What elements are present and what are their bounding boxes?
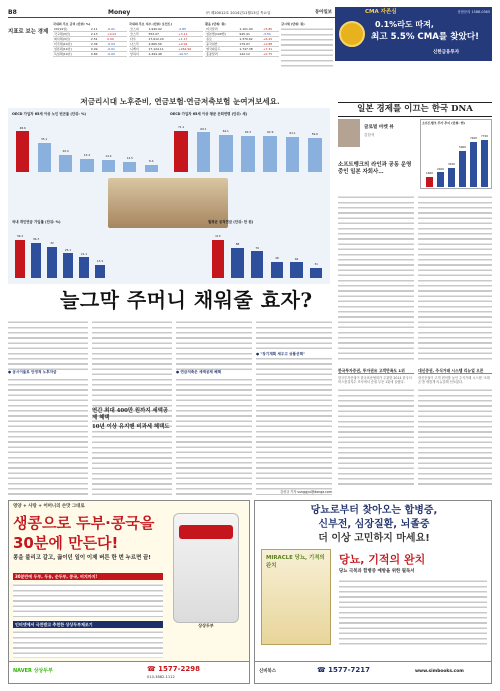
ad-right-phone: ☎ 1577-7217 bbox=[317, 666, 371, 674]
date-line: ㈜ 제20012호 2014년11월13일 목요일 bbox=[206, 11, 271, 15]
chart-value-label: 61.1 bbox=[289, 131, 296, 136]
indicator-cell: 2.11 bbox=[90, 27, 106, 32]
byline: 김성규 기자 sunggyu@donga.com bbox=[256, 490, 332, 494]
ad-left-phone: ☎ 1577-2298 bbox=[147, 665, 201, 673]
chart-bar bbox=[426, 177, 433, 187]
company-logo: 신한금융투자 bbox=[433, 50, 460, 55]
chart-bar bbox=[481, 140, 488, 187]
chart-public-pension-title: 월평균 공적연금 (단위: 만 원) bbox=[208, 220, 254, 224]
chart-bar bbox=[197, 132, 211, 172]
brief-1-body: 한국투자증권이 한국표준협회가 주관한 2014 한국서비스품질지수 조사에서 증권 부문 1위에 올랐다. bbox=[338, 376, 412, 385]
chart-bar bbox=[271, 262, 283, 278]
indicator-cell: +0.01 bbox=[106, 32, 127, 37]
column-quote: 소프트뱅크의 라인과 공동 운영 중인 일본 자회사… bbox=[338, 162, 412, 176]
indicator-cell: 2,494.48 bbox=[147, 52, 177, 57]
charts-area bbox=[8, 108, 330, 284]
brief-2-title: 대신증권, 주식거래 시스템 리뉴얼 오픈 bbox=[418, 368, 492, 374]
banner-line2: 최고 5.5% CMA를 찾았다! bbox=[371, 32, 480, 42]
indicator-cell: 2.13 bbox=[90, 32, 106, 37]
indicator-cell: 945.41 bbox=[238, 32, 262, 37]
indicator-cell: -3.54 bbox=[262, 32, 279, 37]
chart-poverty bbox=[12, 112, 162, 174]
chart-bar bbox=[470, 142, 477, 187]
chart-value-label: 46 bbox=[294, 256, 299, 261]
indicator-cell: 0.84 bbox=[90, 52, 106, 57]
chart-value-label: 3100 bbox=[447, 162, 456, 167]
indicator-cell: 179.97 bbox=[238, 42, 262, 47]
indicator-cell: +5.80 bbox=[262, 27, 279, 32]
chart-bar bbox=[308, 138, 322, 172]
indicator-cell: 나스닥 bbox=[129, 42, 147, 47]
ad-right-footer bbox=[255, 661, 491, 683]
chart-value-label: 71.1 bbox=[178, 125, 185, 130]
article-col-3 bbox=[176, 320, 252, 496]
sub-headline-1: 연간 최대 400만 원까지 세액공제 혜택 bbox=[92, 408, 169, 421]
fx-title: 환율 (단위: 원) bbox=[205, 22, 226, 26]
chart-value-label: 15.4 bbox=[83, 153, 91, 158]
chart-pension-rate-bars bbox=[12, 228, 108, 278]
ad-right-product: 당뇨, 기적의 완치 bbox=[339, 553, 426, 566]
indicator-cell: 회사채(3년) bbox=[53, 37, 90, 42]
subhead-boxes-3 bbox=[256, 352, 332, 357]
indicator-cell: 미국달러 bbox=[205, 27, 238, 32]
chart-bar bbox=[59, 155, 72, 172]
indicator-cell: +1.17 bbox=[177, 37, 203, 42]
ad-right-publisher: 신비북스 bbox=[259, 669, 276, 674]
chart-bar bbox=[47, 247, 57, 278]
chart-value-label: 13.4 bbox=[96, 259, 104, 264]
ad-left-sub: 콩을 불리고 갈고, 끓이던 일이 이제 버튼 한 번 누르면 끝! bbox=[13, 555, 151, 561]
indicators-title: 지표로 보는 경제 bbox=[8, 29, 49, 35]
chart-bar bbox=[310, 268, 322, 278]
indicator-cell: 1,101.90 bbox=[238, 27, 262, 32]
indicator-cell: 코스피 bbox=[129, 27, 147, 32]
chart-value-label: 35.1 bbox=[41, 136, 48, 141]
chart-value-label: 1600 bbox=[425, 171, 434, 176]
chart-bar bbox=[212, 240, 224, 278]
article-col-2b bbox=[92, 440, 172, 496]
indicator-cell: 니케이 bbox=[129, 47, 147, 52]
chart-bar bbox=[219, 135, 233, 172]
indicator-cell: +6.45 bbox=[262, 37, 279, 42]
chart-bar bbox=[102, 160, 115, 172]
indicator-row bbox=[205, 52, 279, 57]
subhead-boxes-2 bbox=[176, 370, 252, 375]
chart-bar bbox=[448, 168, 455, 187]
chart-value-label: 64.1 bbox=[222, 129, 229, 134]
indicator-cell: 1,940.92 bbox=[147, 27, 177, 32]
chart-bar bbox=[290, 262, 302, 278]
indicator-row bbox=[205, 47, 279, 52]
indicator-cell: 일본엔(100엔) bbox=[205, 32, 238, 37]
indicator-cell: -0.01 bbox=[106, 27, 127, 32]
softbank-chart-bars bbox=[424, 129, 490, 187]
indicator-cell: 1,747.38 bbox=[238, 47, 262, 52]
ad-right-site: www.simbooks.com bbox=[415, 669, 464, 674]
chart-value-label: 62.9 bbox=[267, 130, 274, 135]
chart-bar bbox=[263, 136, 277, 172]
indicator-cell: 다우 bbox=[129, 37, 147, 42]
chart-value-label: 63.3 bbox=[244, 129, 252, 134]
chart-bar bbox=[79, 257, 89, 278]
indicator-row bbox=[53, 52, 127, 57]
indicator-cell: 1,370.62 bbox=[238, 37, 262, 42]
chart-value-label: 32 bbox=[50, 240, 54, 245]
indicator-cell: 독일채(10년) bbox=[53, 52, 90, 57]
chart-value-label: 69.1 bbox=[200, 126, 207, 131]
fx-table bbox=[205, 22, 279, 82]
chart-value-label: 14.2 bbox=[105, 154, 112, 159]
gold-title: 금시세 (단위: 원) bbox=[281, 22, 305, 26]
chart-value-label: 48 bbox=[275, 256, 279, 260]
article-col-4 bbox=[256, 320, 332, 496]
indicator-cell: 17,612.20 bbox=[147, 37, 177, 42]
chart-retirement bbox=[170, 112, 326, 174]
writer-photo bbox=[338, 119, 360, 147]
subhead-boxes bbox=[8, 370, 88, 375]
softbank-chart-title: 소프트뱅크 주가 추이 (단위: 엔) bbox=[422, 121, 465, 125]
chart-public-pension bbox=[208, 220, 326, 280]
indicator-cell: -0.04 bbox=[106, 42, 127, 47]
indicator-cell: 유로 bbox=[205, 37, 238, 42]
indicator-cell: 상하이 bbox=[129, 52, 147, 57]
chart-value-label: 39.2 bbox=[16, 233, 24, 238]
chart-public-pension-bars bbox=[208, 228, 326, 278]
chart-bar bbox=[38, 143, 51, 172]
cma-banner-ad[interactable] bbox=[335, 7, 492, 61]
chart-value-label: 7720 bbox=[480, 134, 489, 139]
chart-value-label: 7400 bbox=[469, 135, 478, 140]
chart-bar bbox=[145, 165, 158, 172]
ad-left-box-text: 인터넷에서 극찬받고 추천한 상상두부제조기 bbox=[13, 621, 163, 628]
indicator-row bbox=[53, 32, 127, 37]
subhead-3: ● "장기계획 세우고 상품선택" bbox=[256, 352, 332, 357]
indicator-cell: 0.00 bbox=[106, 37, 127, 42]
indicator-cell: 미국채(10년) bbox=[53, 42, 90, 47]
article-kicker: 저금리시대 노후준비, 연금보험·연금저축보험 눈여겨보세요. bbox=[80, 97, 280, 106]
gold-box bbox=[281, 22, 333, 82]
chart-value-label: 8.4 bbox=[149, 159, 154, 164]
indicator-cell: 552.07 bbox=[147, 32, 177, 37]
indicator-cell: 코스닥 bbox=[129, 32, 147, 37]
sub-headlines bbox=[92, 408, 172, 431]
ad-right-product-sub: 당뇨 극복과 합병증 예방을 위한 필독서 bbox=[339, 569, 415, 574]
chart-bar bbox=[459, 151, 466, 187]
column-body-2 bbox=[418, 195, 492, 363]
banner-line1: 0.1%라도 따져, bbox=[375, 20, 434, 29]
indicator-tables bbox=[53, 22, 333, 82]
newspaper-name: 동아일보 bbox=[315, 10, 332, 15]
chart-value-label: 79 bbox=[255, 245, 259, 250]
indicator-row bbox=[205, 42, 279, 47]
chart-retirement-bars bbox=[170, 120, 326, 172]
rates-title: 국내외 주요 금리 (단위: %) bbox=[53, 22, 91, 26]
ad-left-sub-phone: 010-3882-1112 bbox=[147, 675, 175, 679]
writer-label: 글로벌 마켓 뷰 bbox=[364, 125, 394, 130]
chart-bar bbox=[241, 136, 255, 172]
sub-headline-2: 10년 이상 유지땐 비과세 혜택도 bbox=[92, 424, 170, 430]
chart-value-label: 113 bbox=[215, 234, 221, 238]
indicator-cell: -0.02 bbox=[106, 52, 127, 57]
ad-right-headline1: 당뇨로부터 찾아오는 합병증, bbox=[310, 505, 438, 516]
indicator-cell: 142.12 bbox=[238, 52, 262, 57]
chart-value-label: 25.1 bbox=[64, 247, 72, 252]
writer-box bbox=[338, 119, 418, 161]
ad-left-brand: NAVER 상상두부 bbox=[13, 668, 53, 674]
chart-bar bbox=[251, 251, 263, 278]
cma-brand: CMA 자존심 bbox=[365, 9, 397, 15]
indicator-cell: -10.57 bbox=[177, 52, 203, 57]
tel-label: 상담문의 1588-0365 bbox=[457, 10, 490, 14]
chart-bar bbox=[63, 253, 73, 278]
page-number: B8 bbox=[8, 9, 17, 16]
index-table bbox=[129, 22, 203, 82]
chart-value-label: 2400 bbox=[436, 166, 445, 171]
chart-bar bbox=[437, 172, 444, 187]
indicator-cell: +0.75 bbox=[262, 52, 279, 57]
indicator-cell: 영국파운드 bbox=[205, 47, 238, 52]
chart-value-label: 20.4 bbox=[62, 149, 69, 154]
indicator-cell: 일본채(10년) bbox=[53, 47, 90, 52]
subhead-1: ● 공시이율로 안정적 노후자금 bbox=[8, 370, 88, 375]
indicator-cell: 2.51 bbox=[90, 37, 106, 42]
ad-left-footer bbox=[9, 661, 249, 683]
book-cover-title: MIRACLE 당뇨, 기적의 완치 bbox=[266, 555, 325, 569]
chart-value-label: 48.6 bbox=[19, 125, 26, 130]
article-col-1 bbox=[8, 320, 88, 496]
coin-icon bbox=[339, 21, 365, 47]
chart-bar bbox=[15, 240, 25, 278]
rates-table bbox=[53, 22, 127, 82]
chart-value-label: 21.1 bbox=[80, 251, 88, 256]
chart-value-label: 5900 bbox=[458, 145, 467, 150]
indicator-cell: +9.94 bbox=[177, 42, 203, 47]
chart-bar bbox=[231, 248, 243, 278]
ad-left-product-label: 상상두부 bbox=[198, 623, 214, 628]
chart-bar bbox=[16, 131, 29, 172]
indicator-cell: -0.01 bbox=[106, 47, 127, 52]
chart-bar bbox=[123, 162, 136, 172]
indicator-cell: 중국위안 bbox=[205, 42, 238, 47]
chart-retirement-title: OECD 가입자 65세 이상 평균 은퇴연령 (단위: 세) bbox=[170, 112, 248, 116]
chart-value-label: 12.5 bbox=[126, 155, 133, 160]
brief-2 bbox=[418, 368, 492, 496]
chart-pension-rate-title: 국내 개인연금 가입률 (단위: %) bbox=[12, 220, 61, 224]
chart-bar bbox=[80, 159, 93, 172]
chart-pension-rate bbox=[12, 220, 108, 280]
brief-1 bbox=[338, 368, 414, 496]
column-series-title: 일본 경제를 이끄는 한국 DNA bbox=[338, 102, 492, 117]
softbank-chart bbox=[420, 119, 492, 189]
chart-bar bbox=[31, 243, 41, 278]
indicator-cell: +3.11 bbox=[177, 32, 203, 37]
headline: 늘그막 주머니 채워줄 효자? bbox=[60, 288, 313, 312]
indicator-row bbox=[129, 52, 203, 57]
chart-bar bbox=[174, 131, 188, 172]
product-lid bbox=[179, 525, 233, 539]
indicator-cell: 4,660.56 bbox=[147, 42, 177, 47]
indicator-cell: +7.31 bbox=[262, 47, 279, 52]
chart-value-label: 59.6 bbox=[311, 131, 318, 136]
column-body-1 bbox=[338, 195, 414, 363]
index-title: 국내외 주요 지수 (단위: 포인트) bbox=[129, 22, 172, 26]
diabetes-book-ad[interactable] bbox=[254, 500, 492, 684]
subhead-2: ● 연금저축은 세액공제 혜택 bbox=[176, 370, 252, 375]
indicator-row bbox=[205, 32, 279, 37]
brief-2-body: 대신증권이 고객 편의를 높인 주식거래 시스템 '크레온'을 새롭게 리뉴얼해 선보였다. bbox=[418, 376, 490, 385]
indicator-row bbox=[205, 27, 279, 32]
indicator-cell: 홍콩달러 bbox=[205, 52, 238, 57]
indicator-cell: 국고채(3년) bbox=[53, 32, 90, 37]
brief-1-title: 한국투자증권, 투자권유 고객만족도 1위 bbox=[338, 368, 414, 374]
ad-right-headline3: 더 이상 고민하지 마세요! bbox=[318, 533, 430, 544]
book-cover bbox=[261, 549, 331, 645]
chart-value-label: 88 bbox=[235, 242, 240, 247]
chart-poverty-title: OECD 가입자 65세 이상 노인 빈곤율 (단위: %) bbox=[12, 112, 86, 116]
ad-left-price-line: 30분만에 두부, 두유, 순두부, 콩국, 비지까지! bbox=[13, 573, 163, 580]
ad-right-headline2: 신부전, 심장질환, 뇌졸중 bbox=[318, 519, 430, 530]
indicator-cell: 17,124.11 bbox=[147, 47, 177, 52]
indicator-cell: +262.96 bbox=[177, 47, 203, 52]
indicator-cell: CD(91일) bbox=[53, 27, 90, 32]
indicators-section bbox=[8, 22, 333, 82]
chart-value-label: 36.3 bbox=[32, 236, 40, 241]
ad-left-headline2: 30분에 만든다! bbox=[13, 534, 119, 552]
chart-poverty-bars bbox=[12, 120, 162, 172]
indicator-cell: 2.36 bbox=[90, 42, 106, 47]
chart-value-label: 31 bbox=[314, 261, 318, 266]
chart-bar bbox=[95, 265, 105, 278]
indicator-cell: -2.85 bbox=[177, 27, 203, 32]
section-name: Money bbox=[108, 9, 131, 16]
tofu-maker-ad[interactable] bbox=[8, 500, 250, 684]
indicator-cell: 0.49 bbox=[90, 47, 106, 52]
ad-left-headline1: 생콩으로 두부·콩국을 bbox=[13, 514, 155, 532]
writer-name: 김한석 bbox=[364, 133, 375, 137]
indicator-cell: +0.88 bbox=[262, 42, 279, 47]
chart-bar bbox=[286, 137, 300, 172]
ad-left-top-line: 영양 + 사랑 + 어머니의 손맛 그대로 bbox=[13, 504, 85, 509]
